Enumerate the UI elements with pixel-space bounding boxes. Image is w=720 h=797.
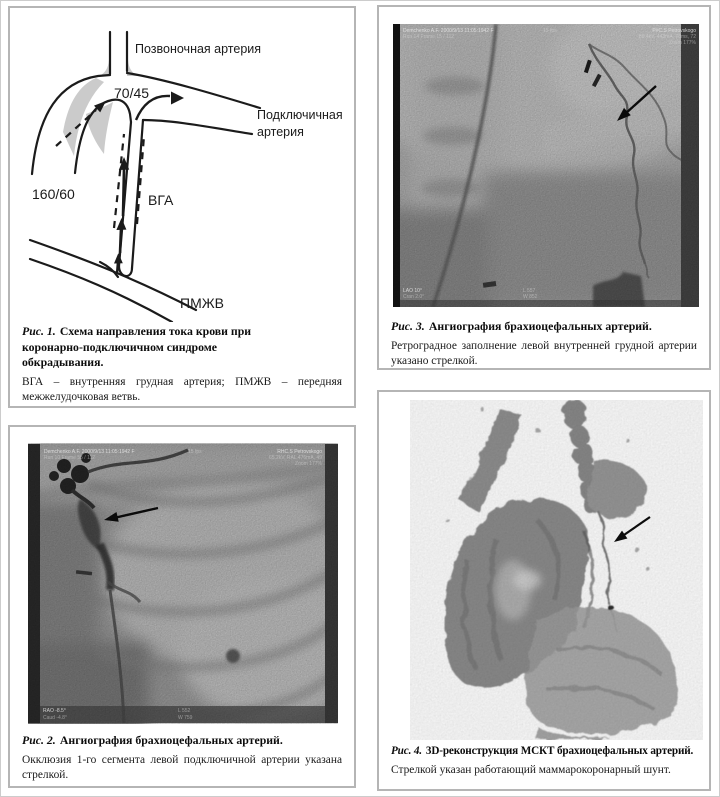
plaque-vertebral-left-shape (99, 60, 110, 76)
distal-flow-arrowhead-icon (171, 92, 184, 105)
figure3-panel (377, 5, 711, 370)
fig2-overlay-header-right3: Zoom 177% (295, 461, 322, 467)
fig2-caption-note: Окклюзия 1-го сегмента левой подключичной артерии указана стрелкой. (22, 753, 342, 781)
fig3-caption-note: Ретроградное заполнение левой внутренней грудной артерии указано стрелкой. (391, 339, 697, 367)
fig2-overlay-header-center: 15 fps (188, 449, 202, 455)
fig4-caption-note: Стрелкой указан работающий маммарокоронарный шунт. (391, 763, 671, 776)
fig2-overlay-header-right1: RHC.S Petrovskogo (277, 449, 322, 455)
fig3-overlay-header-left1: Demchenko A.F. 2000/9/13 11:05:1942 F (403, 28, 494, 34)
fig2-overlay-footer-left1: RAO -8.5° (43, 708, 66, 714)
fig3-overlay-header-left2: Run 14 Frame 15 / 112 (403, 34, 455, 40)
ima-arrow1-shaft (123, 168, 124, 216)
fig1-caption-note: ВГА – внутренняя грудная артерия; ПМЖВ – передняя межжелудочковая ветвь. (22, 375, 342, 404)
figure2-panel (8, 425, 356, 788)
figure1-panel (8, 6, 356, 408)
fig1-caption-title (22, 324, 300, 371)
fig3-caption-title (391, 319, 697, 335)
fig2-overlay-header-left1: Demchenko A.F. 2000/9/13 11:05:1942 F (44, 449, 135, 455)
fig3-overlay-header-right2: 89.4kV, 443mA, 78ms, 72 (638, 34, 696, 40)
figure4-panel (377, 390, 711, 791)
fig4-3d-reconstruction-image (387, 400, 703, 740)
fig2-overlay-header-right2: 65.2kV, RAL 476mA, 49 (269, 455, 322, 461)
fig3-overlay-header-right3: Zoom 177% (669, 40, 696, 46)
fig3-overlay-footer-left2: Cran 2.0° (403, 294, 425, 300)
pressure-distal-label: 70/45 (114, 85, 150, 101)
fig2-overlay-header-left2: Run 10 Frame 55 / 112 (44, 455, 96, 461)
fig3-overlay-footer-center2: W 852 (523, 294, 538, 300)
ima-label: ВГА (148, 192, 174, 208)
fig1-number: Рис. 1. (22, 324, 56, 338)
fig2-angiography-image (28, 443, 338, 724)
vertebral-artery-label: Позвоночная артерия (135, 42, 262, 56)
fig3-overlay-footer-center1: L 557 (523, 288, 536, 294)
subclavian-artery-label-line2: артерия (257, 125, 304, 139)
ima-arrow2-head-icon (116, 218, 126, 230)
subclavian-artery-label-line1: Подключичная (257, 108, 343, 122)
lad-label: ПМЖВ (180, 295, 224, 311)
fig4-number: Рис. 4. (391, 745, 422, 757)
pressure-aorta-label: 160/60 (32, 186, 75, 202)
fig2-number: Рис. 2. (22, 733, 56, 747)
ima-arrow2-shaft (120, 228, 121, 253)
fig1-flow-diagram (14, 16, 348, 322)
fig3-overlay-header-right1: P#C.S Petrovskogo (652, 28, 696, 34)
fig3-overlay-footer-left1: LAO 10° (403, 288, 422, 294)
ima-arrow3-head-icon (114, 253, 123, 264)
fig2-overlay-footer-center2: W 759 (178, 715, 193, 721)
fig3-angiography-image (393, 24, 699, 307)
vessel-outlines (30, 32, 260, 322)
fig2-overlay-footer-left2: Caud -4.8° (43, 715, 67, 721)
fig1-caption (22, 324, 342, 405)
fig2-overlay-footer-center1: L 552 (178, 708, 191, 714)
fig2-title-text: Ангиография брахиоцефальных артерий. (59, 733, 283, 747)
fig2-caption (22, 733, 342, 783)
fig3-caption (391, 319, 697, 369)
fig1-title-text: Схема направления тока крови при коронарно-подключичном синдроме обкрадывания. (22, 324, 252, 370)
fig4-caption (391, 744, 697, 778)
fig3-overlay-header-center: 15 fps (543, 28, 557, 34)
fig2-caption-title (22, 733, 342, 749)
fig4-caption-title (391, 744, 697, 759)
fig3-number: Рис. 3. (391, 319, 425, 333)
fig4-title-text: 3D-реконструкция МСКТ брахиоцефальных артерий. (425, 745, 694, 757)
fig3-title-text: Ангиография брахиоцефальных артерий. (428, 319, 652, 333)
